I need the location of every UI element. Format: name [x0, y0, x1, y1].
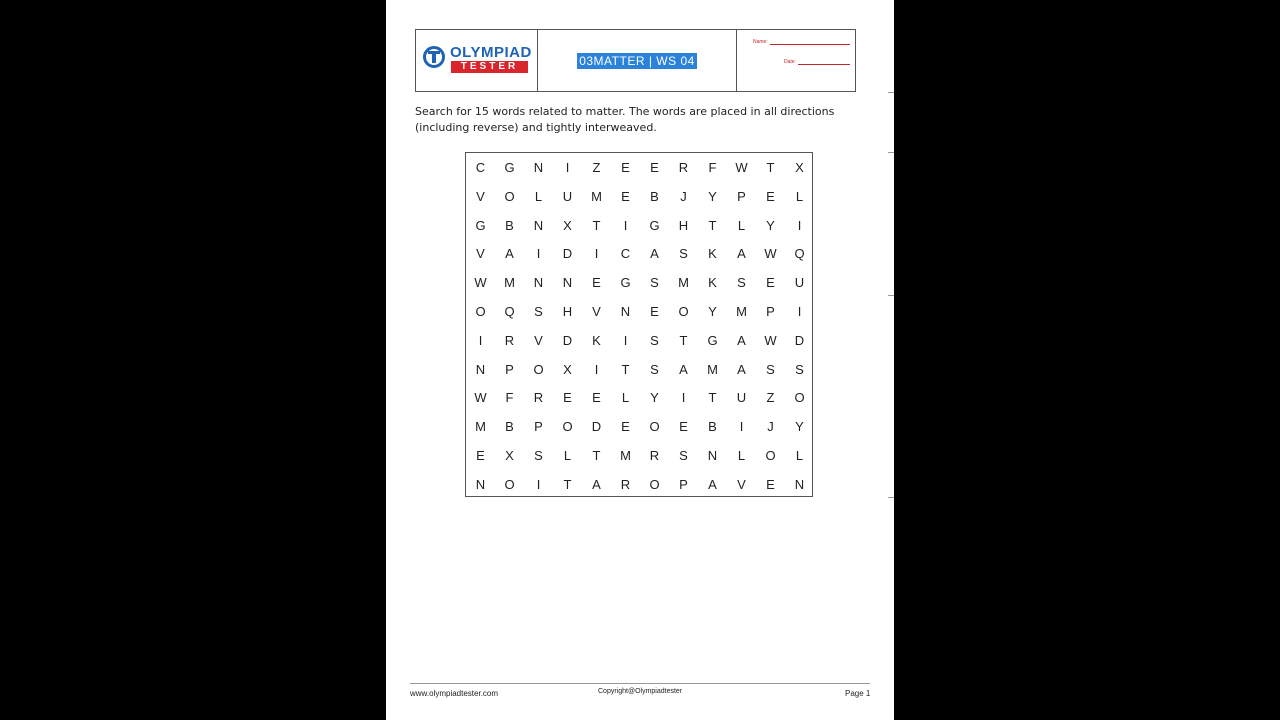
grid-letter: C: [620, 246, 631, 262]
grid-letter: T: [708, 390, 717, 406]
grid-letter: O: [678, 304, 689, 319]
grid-letter: B: [708, 419, 717, 435]
grid-letter: R: [620, 476, 631, 492]
grid-letter: M: [736, 304, 747, 319]
grid-letter: I: [623, 332, 628, 348]
grid-letter: E: [766, 275, 775, 291]
grid-letter: N: [533, 160, 544, 175]
grid-letter: B: [505, 217, 514, 233]
grid-letter: X: [505, 448, 514, 463]
grid-letter: J: [767, 419, 774, 435]
grid-letter: N: [562, 275, 573, 291]
grid-letter: J: [680, 188, 687, 204]
grid-letter: I: [536, 246, 541, 262]
grid-letter: S: [650, 332, 659, 348]
grid-letter: Y: [795, 419, 804, 435]
grid-letter: L: [795, 448, 804, 463]
grid-letter: T: [592, 217, 601, 233]
grid-letter: S: [766, 361, 775, 377]
grid-letter: G: [707, 332, 718, 348]
grid-letter: O: [649, 476, 660, 492]
grid-letter: D: [562, 332, 573, 348]
grid-letter: R: [678, 160, 689, 175]
worksheet-header: [415, 29, 856, 92]
grid-letter: L: [621, 390, 630, 406]
word-search-grid: [465, 152, 813, 497]
grid-letter: O: [562, 419, 573, 435]
grid-letter: S: [795, 361, 804, 377]
grid-letter: F: [708, 160, 717, 175]
grid-letter: K: [708, 246, 717, 262]
grid-letter: A: [592, 476, 601, 492]
grid-letter: L: [737, 217, 746, 233]
grid-letter: A: [679, 361, 688, 377]
grid-letter: G: [475, 217, 486, 233]
grid-letter: L: [534, 188, 543, 204]
name-field[interactable]: [753, 39, 850, 45]
grid-letter: O: [533, 361, 544, 377]
grid-letter: S: [534, 448, 543, 463]
grid-letter: N: [620, 304, 631, 319]
grid-letter: I: [681, 390, 686, 406]
grid-letter: X: [795, 160, 804, 175]
grid-letter: A: [505, 246, 514, 262]
grid-letter: N: [794, 476, 805, 492]
next-page-edge: [886, 0, 894, 720]
grid-letter: E: [650, 304, 659, 319]
grid-letter: S: [679, 448, 688, 463]
grid-letter: V: [737, 476, 746, 492]
grid-letter: M: [475, 419, 486, 435]
grid-letter: S: [650, 275, 659, 291]
logo-text-top: OLYMPIAD: [450, 44, 532, 61]
grid-letter: W: [764, 246, 777, 262]
grid-letter: E: [592, 275, 601, 291]
grid-letter: P: [534, 419, 543, 435]
grid-letter: T: [592, 448, 601, 463]
grid-letter: O: [765, 448, 776, 463]
grid-letter: O: [504, 476, 515, 492]
grid-letter: P: [737, 188, 746, 204]
grid-letter: F: [505, 390, 514, 406]
grid-letter: A: [650, 246, 659, 262]
grid-letter: M: [620, 448, 631, 463]
grid-letter: V: [476, 246, 485, 262]
grid-letter: P: [766, 304, 775, 319]
grid-letter: C: [475, 160, 486, 175]
grid-letter: B: [650, 188, 659, 204]
grid-letter: E: [592, 390, 601, 406]
grid-letter: M: [504, 275, 515, 291]
grid-letter: O: [649, 419, 660, 435]
grid-letter: V: [592, 304, 601, 319]
grid-letter: O: [475, 304, 486, 319]
grid-letter: N: [475, 361, 486, 377]
name-line: [770, 44, 850, 45]
grid-letter: I: [478, 332, 483, 348]
grid-letter: Z: [766, 390, 775, 406]
grid-letter: R: [649, 448, 660, 463]
name-label: Name:: [753, 39, 768, 45]
grid-letter: L: [795, 188, 804, 204]
grid-letter: P: [505, 361, 514, 377]
student-info-cell: [737, 30, 855, 91]
grid-letter: A: [737, 332, 746, 348]
grid-letter: M: [591, 188, 602, 204]
title-cell: [538, 30, 737, 91]
grid-letter: I: [594, 361, 599, 377]
grid-letter: G: [504, 160, 515, 175]
grid-letter: O: [504, 188, 515, 204]
grid-letter: H: [562, 304, 573, 319]
grid-letter: E: [476, 448, 485, 463]
grid-letter: Q: [504, 304, 515, 319]
logo-cell: [416, 30, 538, 91]
grid-letter: E: [563, 390, 572, 406]
grid-letter: K: [592, 332, 601, 348]
grid-letter: V: [476, 188, 485, 204]
grid-letter: W: [764, 332, 777, 348]
grid-letter: A: [737, 246, 746, 262]
footer-page-number: Page 1: [845, 689, 871, 698]
grid-letter: E: [766, 188, 775, 204]
date-label: Date:: [784, 59, 796, 65]
footer-website[interactable]: www.olympiadtester.com: [410, 689, 499, 698]
grid-letter: R: [504, 332, 515, 348]
grid-letter: E: [621, 419, 630, 435]
grid-letter: I: [623, 217, 628, 233]
grid-letter: E: [621, 160, 630, 175]
grid-letter: G: [649, 217, 660, 233]
grid-letter: I: [536, 476, 541, 492]
grid-letter: L: [563, 448, 572, 463]
grid-letter: K: [708, 275, 717, 291]
grid-letter: T: [708, 217, 717, 233]
footer-copyright: Copyright@Olympiadtester: [598, 688, 683, 695]
grid-letter: V: [534, 332, 543, 348]
grid-letter: D: [794, 332, 805, 348]
grid-letter: Y: [708, 304, 717, 319]
grid-letter: D: [562, 246, 573, 262]
grid-letter: N: [533, 275, 544, 291]
worksheet-title: 03MATTER | WS 04: [579, 53, 695, 68]
grid-letter: R: [533, 390, 544, 406]
footer-divider: [410, 683, 870, 684]
grid-letter: Y: [766, 217, 775, 233]
grid-letter: Z: [592, 160, 601, 175]
grid-letter: S: [534, 304, 543, 319]
grid-letter: E: [650, 160, 659, 175]
grid-letter: N: [533, 217, 544, 233]
grid-letter: Y: [650, 390, 659, 406]
grid-letter: Y: [708, 188, 717, 204]
grid-letter: W: [474, 390, 487, 406]
grid-letter: N: [475, 476, 486, 492]
grid-letter: M: [678, 275, 689, 291]
grid-letter: S: [737, 275, 746, 291]
instructions-text: Search for 15 words related to matter. The words are placed in all directions (including reverse) and tightly interweaved.: [415, 105, 835, 134]
grid-letter: Q: [794, 246, 805, 262]
grid-letter: X: [563, 361, 572, 377]
date-field[interactable]: [784, 59, 850, 65]
grid-letter: I: [565, 160, 570, 175]
grid-letter: X: [563, 217, 572, 233]
grid-letter: S: [679, 246, 688, 262]
grid-letter: U: [562, 188, 573, 204]
grid-letter: T: [679, 332, 688, 348]
grid-letter: L: [737, 448, 746, 463]
grid-letter: G: [620, 275, 631, 291]
grid-letter: U: [736, 390, 747, 406]
grid-letter: I: [739, 419, 744, 435]
grid-letter: D: [591, 419, 602, 435]
worksheet-page: [386, 0, 894, 720]
grid-letter: U: [794, 275, 805, 291]
grid-letter: T: [563, 476, 572, 492]
grid-letter: N: [707, 448, 718, 463]
logo-text-bottom: TESTER: [451, 61, 528, 73]
grid-letter: I: [797, 217, 802, 233]
grid-letter: E: [679, 419, 688, 435]
grid-letter: S: [650, 361, 659, 377]
grid-letter: E: [621, 188, 630, 204]
grid-letter: W: [735, 160, 748, 175]
grid-letter: I: [797, 304, 802, 319]
grid-letter: W: [474, 275, 487, 291]
grid-letter: P: [679, 476, 688, 492]
olympiad-logo-icon: [423, 46, 445, 68]
date-line: [798, 64, 850, 65]
grid-letter: B: [505, 419, 514, 435]
grid-letter: T: [621, 361, 630, 377]
grid-letter: E: [766, 476, 775, 492]
grid-letter: M: [707, 361, 718, 377]
grid-letter: T: [766, 160, 775, 175]
grid-letter: I: [594, 246, 599, 262]
grid-letter: A: [737, 361, 746, 377]
grid-letter: H: [678, 217, 689, 233]
grid-letter: O: [794, 390, 805, 406]
grid-letter: A: [708, 476, 717, 492]
